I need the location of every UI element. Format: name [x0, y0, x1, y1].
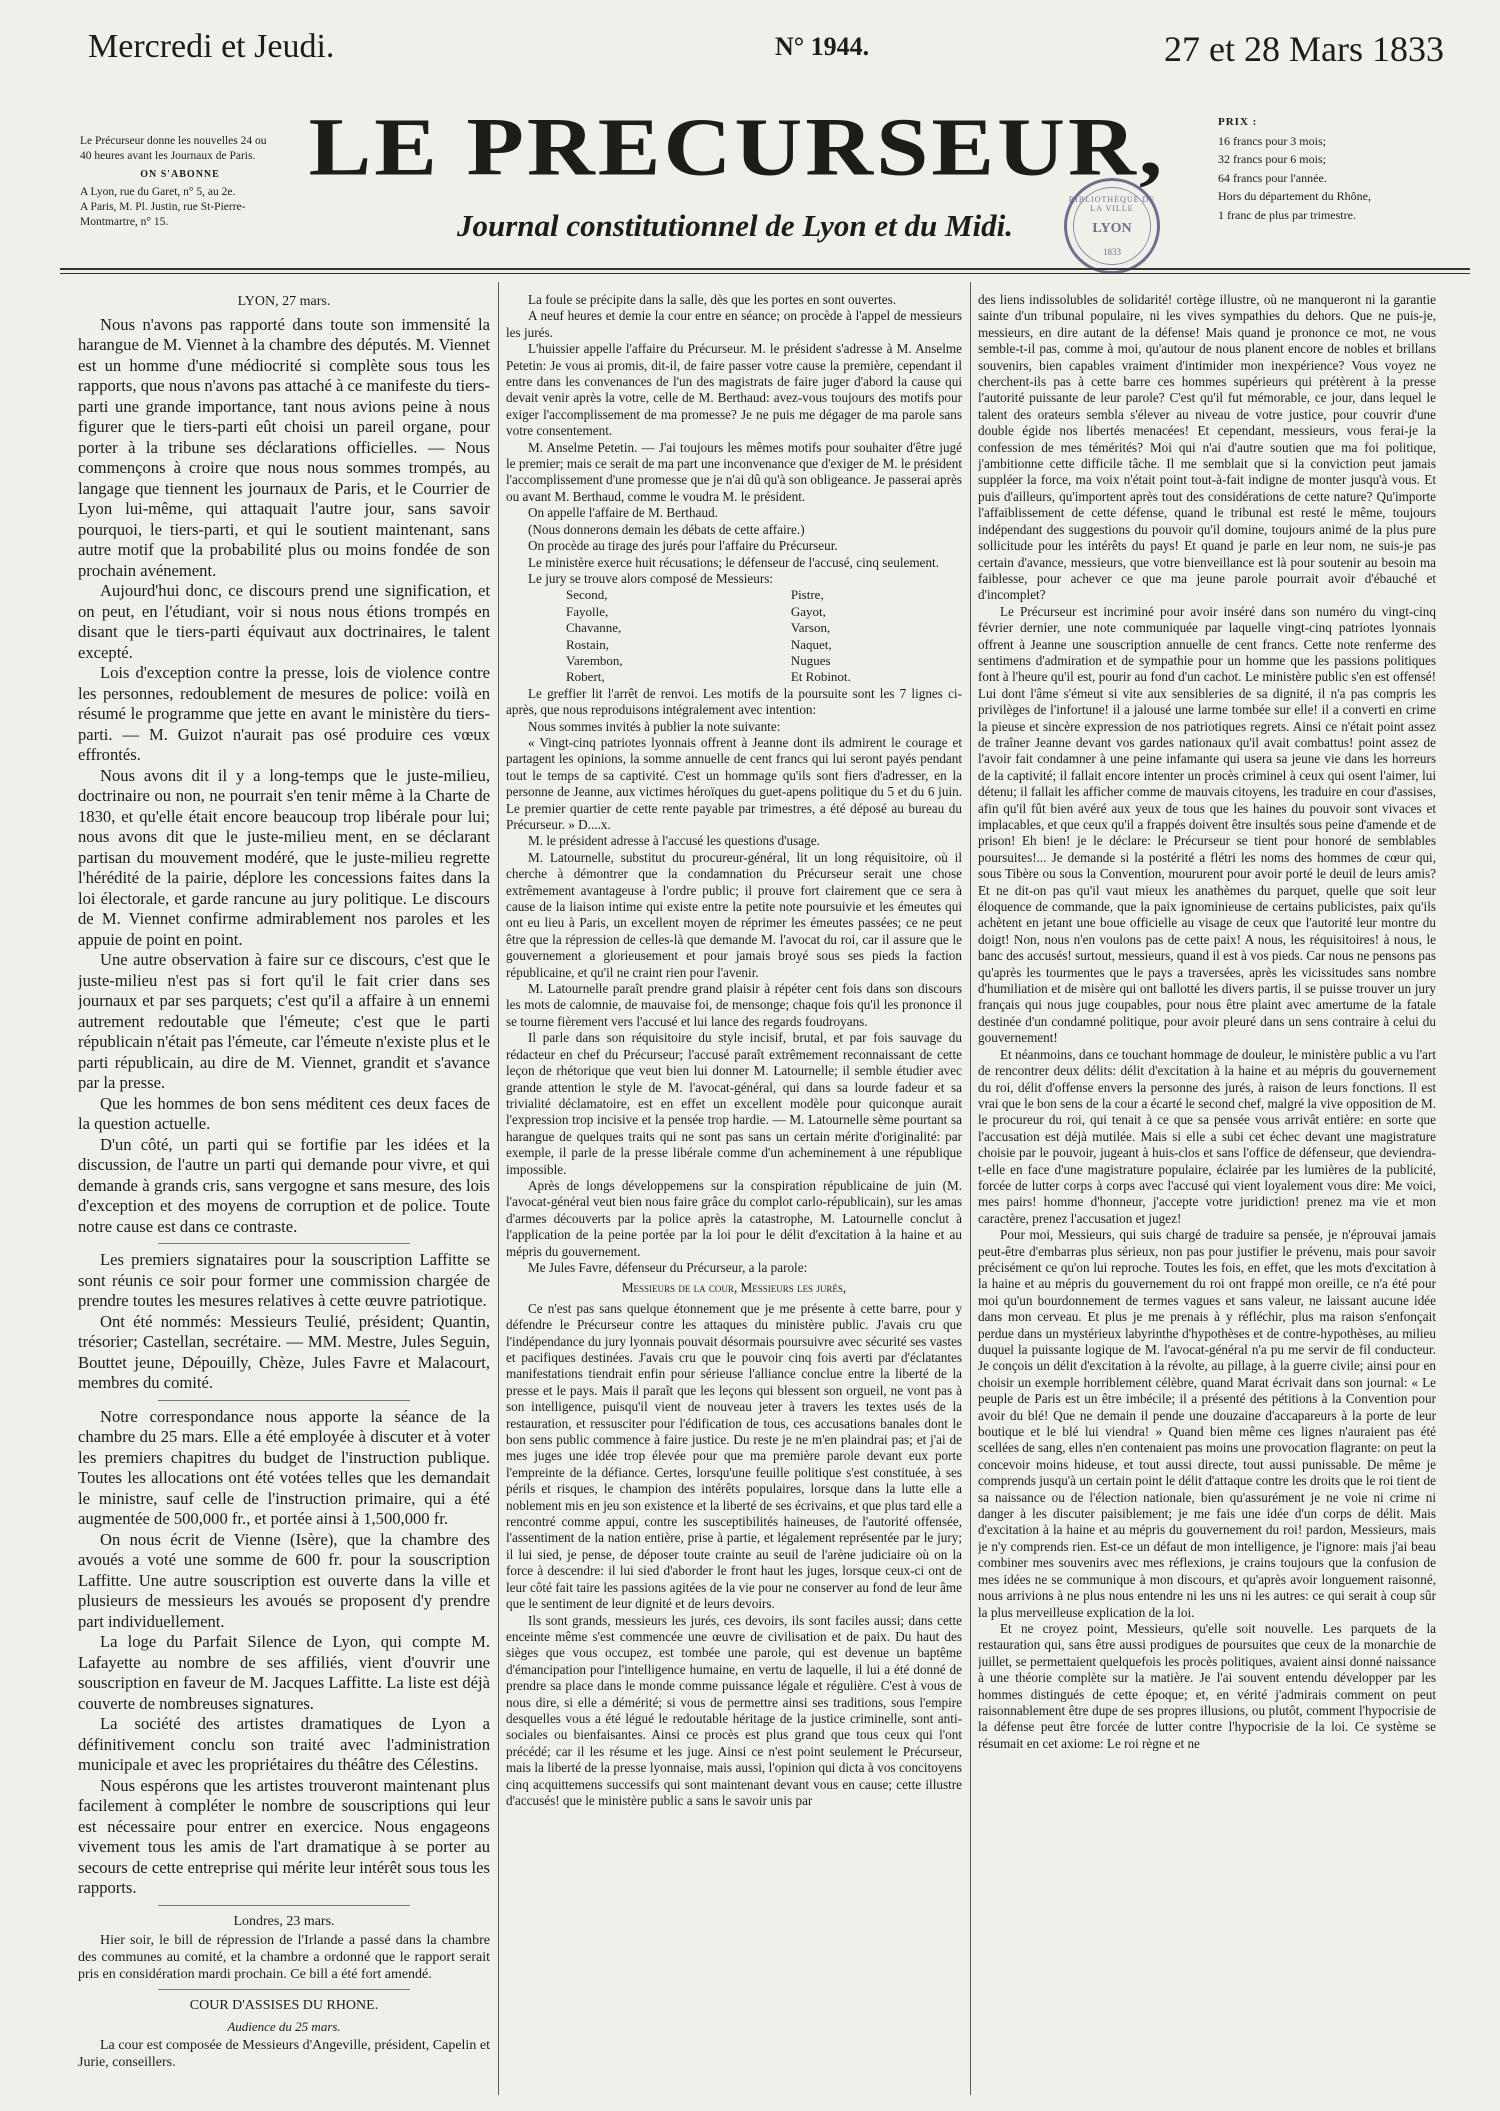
subscribe-paris: A Paris, M. Pl. Justin, rue St-Pierre-Montmartre, n° 15.	[80, 201, 246, 228]
paragraph: des liens indissolubles de solidarité! cortège illustre, où ne manqueront ni la garantie sainte d'un tribunal populaire, ni les vives sympathies du dehors. Que ne puis-je, messieurs, en dire autant de la défense! Mais quand je prononce ce mot, ne vous semble-t-il pas, comme à moi, qu'autour de nous planent encore de nobles et brillans souvenirs, bien capables vraiment d'intimider mon inexpérience? Vous voyez ne cherchent-ils pas à cette barre ces hommes supérieurs qui prétèrent à la presse l'autorité puissante de leur parole? C'est qu'il fut mémorable, ce jour, dans lequel le talent des orateurs sembla s'élever au niveau de votre justice, pour couvrir d'une double égide nos libertés menacées! Et cependant, messieurs, vous ferai-je la confession de mes témérités? Moi qui n'ai d'autre soutien que ma foi politique, j'ambitionne cette difficile tâche. Il me semblait que si la conviction peut jamais suppléer la force, ma voix n'était point tout-à-fait indigne de monter jusqu'à vous. Et puis d'ailleurs, qu'importent après tout des considérations de cette nature? Qu'importe l'affaiblissement de cette défense, quand le tribunal est resté le même, toujours indépendant des suggestions du pouvoir qu'il domine, toujours animé de la plus pure sollicitude pour les intérêts du pays! Et quand je parle en leur nom, ne suis-je pas certain d'avance, messieurs, que votre bienveillance est là pour soutenir au besoin ma faiblesse, pour achever ce que ma jeune parole pourrait avoir d'ébauché et d'incomplet?	[978, 292, 1436, 603]
masthead-rule-thin	[60, 273, 1470, 274]
subscribe-lyon: A Lyon, rue du Garet, n° 5, au 2e.	[80, 186, 236, 198]
paragraph: Nous avons dit il y a long-temps que le juste-milieu, doctrinaire ou non, ne pourrait s'en tenir même à la Charte de 1830, et qu'elle était encore beaucoup trop libérale pour lui; nous avons dit que le juste-milieu ment, en se déclarant partisan du mouvement modéré, que le juste-milieu regrette l'hérédité de la pairie, déplore les concessions faites dans la loi électorale, et garde rancune au jury politique. Le discours de M. Viennet confirme admirablement nos paroles et les appuie de point en point.	[78, 765, 490, 949]
paragraph: Et néanmoins, dans ce touchant hommage de douleur, le ministère public a vu l'art de rencontrer deux délits: délit d'excitation à la haine et au mépris du gouvernement du roi, délit d'offense envers la personne des jurés, à raison de leurs fonctions. Il est vrai que le bon sens de la cour a écarté le second chef, malgré la vive opposition de M. le procureur du roi, qui tenait à ce que sa pensée vous arrivât entière: en sorte que l'accusation est déjà mutilée. Mais si elle a subi cet échec devant une magistrature choisie par le pouvoir, jugeant à huis-clos et sans l'office de défenseur, que deviendra-t-elle en face d'une magistrature populaire, éclairée par les lumières de la publicité, forcée de lutter corps à corps avec l'accusé qui vient loyalement vous dire: Me voici, mes pairs! homme d'honneur, j'accepte votre juridiction! prenez ma vie et mon caractère, prenez l'accusation et jugez!	[978, 1046, 1436, 1226]
table-row: Chavanne, Varson,	[566, 620, 831, 636]
column-1	[78, 292, 490, 2091]
price-line: 1 franc de plus par trimestre.	[1218, 207, 1356, 222]
paragraph: On appelle l'affaire de M. Berthaud.	[528, 505, 718, 521]
price-line: Hors du département du Rhône,	[1218, 189, 1371, 203]
section-rule	[158, 1400, 410, 1401]
address-heading: Messieurs de la cour, Messieurs les jurés,	[621, 1280, 847, 1296]
paragraph: Ce n'est pas sans quelque étonnement que je me présente à cette barre, pour y défendre le Précurseur contre les attaques du ministère public. J'avais cru que l'indépendance du jury lyonnais pouvait désormais poursuivre avec sécurité ses vastes et pacifiques destinées. J'avais cru que le pouvoir cinq fois averti par d'éclatantes manifestations tiendrait enfin pour sérieuse l'alliance conclue entre la liberté de la presse et le pays. Mais il paraît que les leçons qui blessent son orgueil, ne vont pas à son intelligence, puisqu'il vient de nouveau jeter à travers les textes usés de la restauration, et ressusciter pour l'édification de tous, ces accusations banales dont le bon sens public commence à faire justice. Du reste je ne m'en plaindrai pas; et j'ai de mes juges une idée trop élevée pour que ma première parole devant eux porte l'empreinte de la défiance. Certes, lorsqu'une feuille politique s'est constituée, à ses périls et risques, le champion des intérêts populaires, lorsque dans la lutte elle a noblement mis en jeu son existence et la liberté de ses écrivains, et que plus tard elle a rencontré comme appui, contre les susceptibilités haineuses, de l'autorité offensée, l'assentiment de la nation entière, prise à partie, et légalement représentée par le jury; il lui sied, je pense, de déposer toute crainte au seuil de l'arène judiciaire où on la force à descendre: il lui sied d'aborder le front haut les juges, lorsque ceux-ci ont de leur côté fait taire les passions agitées de la vie pour ne conserver au fond de leur âme que le sentiment de leur dignité et de leurs devoirs.	[506, 1300, 962, 1612]
paragraph: Nous sommes invités à publier la note suivante:	[528, 718, 781, 734]
paragraph: La loge du Parfait Silence de Lyon, qui compte M. Lafayette au nombre de ses affiliés, vient d'ouvrir une souscription en faveur de M. Jacques Laffitte. La liste est déjà couverte de nombreuses signatures.	[78, 1632, 490, 1713]
subscription-info	[80, 134, 280, 230]
paragraph: Lois d'exception contre la presse, lois de violence contre les personnes, redoublement de mesures de police: voilà en résumé le programme que jette en avant le ministère du tiers-parti. — M. Guizot n'aurait pas osé produire ces vœux effrontés.	[78, 663, 490, 764]
paragraph: M. Latournelle paraît prendre grand plaisir à répéter cent fois dans son discours les mots de calomnie, de mauvaise foi, de mensonge; chaque fois qu'il les prononce il se tourne fièrement vers l'accusé et lui lance des regards foudroyans.	[506, 981, 962, 1029]
court-title: COUR D'ASSISES DU RHONE.	[189, 1998, 379, 2013]
issue-number: N° 1944.	[775, 32, 870, 61]
date-right: 27 et 28 Mars 1833	[1164, 29, 1444, 69]
paragraph: Une autre observation à faire sur ce discours, c'est que le juste-milieu n'est pas si fort qu'il le fait crier dans ses journaux et par ses parquets; c'est qu'il a affaire à un ennemi autrement redoutable que l'émeute; c'est que le parti républicain n'était pas l'émeute, car l'émeute n'existe plus et le parti républicain, au dire de M. Viennet, grandit et s'avance par la presse.	[78, 950, 490, 1092]
paragraph: Nous espérons que les artistes trouveront maintenant plus facilement à compléter le nombre de souscriptions qui leur est nécessaire pour entrer en exercice. Nous engageons vivement tous les amis de l'art dramatique à se porter au secours de cette entreprise qui mérite leur intérêt sous tous les rapports.	[78, 1775, 490, 1897]
court-subtitle: Audience du 25 mars.	[227, 2018, 341, 2034]
price-heading: PRIX :	[1218, 116, 1258, 128]
paragraph: La société des artistes dramatiques de Lyon a définitivement conclu son traité avec l'administration municipale et avec les propriétaires du théâtre des Célestins.	[78, 1714, 490, 1774]
table-row: Robert, Et Robinot.	[566, 669, 851, 685]
notice: Le Précurseur donne les nouvelles 24 ou 40 heures avant les Journaux de Paris.	[80, 135, 267, 162]
london-text: Hier soir, le bill de répression de l'Irlande a passé dans la chambre des communes au comité, et la chambre a ordonné que le rapport serait pris en considération mardi prochain. Ce bill a été fort amendé.	[78, 1933, 490, 1982]
court-text: La cour est composée de Messieurs d'Angeville, président, Capelin et Jurie, conseillers.	[78, 2038, 490, 2070]
paragraph: Le Précurseur est incriminé pour avoir inséré dans son numéro du vingt-cinq février dernier, une note communiquée par laquelle vingt-cinq patriotes lyonnais offrent à Jeanne une souscription annuelle de cent francs. Cette note renferme des sentimens d'admiration et de sympathie pour un homme que les passions politiques font à l'heure qu'il est, pourir au fond d'un cachot. Le ministère public s'en est offensé! Lui dont l'âme s'émeut si vite aux sensibleries de sa dignité, il n'a pas compris les privilèges de l'infortune! il a jalousé une larme tombée sur elle! il a converti en crime la pieuse et sincère expression de nos patriotiques regrets. Ainsi ce n'était point assez de traîner Jeanne devant vos gardes nationaux qu'il avait combattus! point assez de l'avoir fait condamner à une peine infamante qui usera sa jeune vie dans les horreurs de la captivité; il fallait encore intenter un procès criminel à ceux qui osent l'aimer, lui détenu; il fallait les afficher comme de mauvais citoyens, les traduire en cour d'assises, afin qu'il fût bien avéré aux yeux de tous que les haines du pouvoir sont vivaces et implacables, et que ceux qu'il a frappés doivent être insultés sous peine d'amende et de prison! Eh bien! je le déclare: le Précurseur se tient pour honoré de semblables poursuites!... Je demande si la postérité a flétri les noms des hommes de cœur qui, sous Tibère ou sous la Convention, moururent pour avoir porté le deuil de leurs amis? Et ne dit-on pas qu'il vaut mieux les anathèmes du parquet, quelle que soit leur éloquence de commande, que la paix ignominieuse de certains publicistes, paix qu'ils achètent en jetant une boue officielle au visage de ceux que l'autorité leur montre du doigt! Non, nous n'en voulons pas de cette paix! A nous, les réquisitoires! à nous, le banc des accusés! surtout, messieurs, quand il est à vos pieds. Car nous ne pensons pas qu'après les tourmentes que le pays a traversées, après les vicissitudes sans nombre d'humiliation et de misère qui ont ballotté les divers partis, il se puisse trouver un jury français qui nous juge coupables, pour nous être plaint avec amertume de la fatale destinée d'un condamné politique, pour avoir pleuré dans un sens contraire à celui du gouvernement!	[978, 603, 1436, 1046]
date-line	[80, 24, 1460, 74]
paragraph: A neuf heures et demie la cour entre en séance; on procède à l'appel de messieurs les jurés.	[506, 308, 962, 340]
paragraph: Le jury se trouve alors composé de Messieurs:	[528, 570, 774, 586]
paragraph: Ils sont grands, messieurs les jurés, ces devoirs, ils sont faciles aussi; dans cette enceinte même s'est commencée une œuvre de civilisation et de paix. Du haut des sièges que vous occupez, est tombée une parole, qui est devenue un baptême d'émancipation pour l'intelligence humaine, en vertu de laquelle, il lui a été donné de prendre sa place dans le monde comme puissance légale et régulière. C'est à vous de nous dire, si elle a démérité; si vous de permettre ainsi ses traditions, sous l'empire desquelles vous a été légué le redoutable héritage de la justice criminelle, sont anti-sociales ou bienfaisantes. Ainsi ce procès est plus grand que tous ceux qui l'ont précédé; car il les résume et les juge. Ainsi ce n'est point seulement le Précurseur, mais la liberté de la presse lyonnaise, mais aussi, l'opinion qui dicta à vos concitoyens cinq acquittemens successifs qui sont maintenant devant vous en cause; cette illustre d'accusés! que le ministère public a sans le savoir unis par	[506, 1612, 962, 1808]
table-row: Rostain, Naquet,	[566, 636, 832, 652]
price-line: 16 francs pour 3 mois;	[1218, 133, 1326, 148]
paragraph: M. Latournelle, substitut du procureur-général, lit un long réquisitoire, où il cherche à démontrer que la condamnation du Précurseur serait une chose extrêmement avantageuse à l'ordre public; il prouve fort clairement que ce sera à cause de la liaison intime qui existe entre la petite note poursuivie et les émeutes qui ont eu lieu à Paris, un excellent moyen de réprimer les émeutes passées; ce ne peut être que la répression de celles-là que demande M. l'avocat du roi, car il assure que le gouvernement a glorieusement et pour jamais broyé sous ses pieds la faction républicaine, et qu'il ne craint rien pour l'avenir.	[506, 849, 962, 980]
stamp-text-bottom: 1833	[1103, 247, 1121, 257]
paragraph: Nous n'avons pas rapporté dans toute son immensité la harangue de M. Viennet à la chambre des députés. M. Viennet est un homme d'une médiocrité si complète sous tous les rapports, que nous n'avons pas attaché à ce manifeste du tiers-parti une grande importance, tant nous avions peine à nous figurer que le tiers-parti eût choisi un pareil organe, pour porter à la tribune ses déclarations officielles. — Nous commençons à croire que nous nous sommes trompés, au langage que tiennent les journaux de Paris, et le Courrier de Lyon lui-même, qui attaquait l'autre jour, sans savoir pourquoi, le tiers-parti, et qui le soutient maintenant, sans autre motif que la probabilité plus ou moins fondée de son prochain avénement.	[78, 314, 490, 580]
paragraph: Me Jules Favre, défenseur du Précurseur, a la parole:	[528, 1259, 808, 1275]
table-row: Second, Pistre,	[566, 587, 824, 603]
library-stamp-icon	[1064, 178, 1160, 274]
column-3	[978, 292, 1436, 2091]
newspaper-subtitle: Journal constitutionnel de Lyon et du Midi.	[456, 208, 1014, 243]
paragraph: Que les hommes de bon sens méditent ces deux faces de la question actuelle.	[78, 1093, 490, 1133]
paragraph: M. le président adresse à l'accusé les questions d'usage.	[528, 833, 820, 849]
table-row: Varembon, Nugues	[566, 652, 831, 668]
price-box	[1218, 113, 1478, 224]
subscribe-heading: ON S'ABONNE	[140, 169, 220, 180]
paragraph: Les premiers signataires pour la souscription Laffitte se sont réunis ce soir pour former une commission chargée de prendre toutes les mesures relatives à cette œuvre patriotique.	[78, 1250, 490, 1310]
paragraph: Notre correspondance nous apporte la séance de la chambre du 25 mars. Elle a été employée à discuter et à voter les premiers chapitres du budget de l'instruction publique. Toutes les allocations ont été votées telles que les demandait le ministre, sauf celle de l'instruction primaire, qui a été augmentée de 500,000 fr., et portée ainsi à 1,500,000 fr.	[78, 1406, 490, 1528]
masthead-rule	[60, 268, 1470, 270]
newspaper-title: LE PRECURSEUR,	[308, 101, 1166, 193]
section-rule	[158, 1243, 410, 1244]
column-2	[506, 292, 962, 2091]
date-left: Mercredi et Jeudi.	[88, 28, 335, 65]
price-line: 64 francs pour l'année.	[1218, 170, 1327, 185]
paragraph: (Nous donnerons demain les débats de cette affaire.)	[528, 521, 805, 537]
price-line: 32 francs pour 6 mois;	[1218, 152, 1326, 166]
paragraph: Il parle dans son réquisitoire du style incisif, brutal, et par fois sauvage du rédacteur en chef du Précurseur; l'accusé paraît extrêmement reconnaissant de cette leçon de rhétorique que veut bien lui donner M. Latournelle; il semble étudier avec grande attention le style de M. l'avocat-général, qui dans sa lourde fadeur et sa trivialité déclamatoire, est en effet un excellent modèle pour quiconque aurait l'expression trop incisive et la pensée trop hardie. — M. Latournelle sème pourtant sa harangue de quelques traits qui ne sont pas sans un certain mérite d'originalité: par exemple, il parle de la presse libérale comme d'un acheminement à une république impossible.	[506, 1030, 962, 1177]
paragraph: « Vingt-cinq patriotes lyonnais offrent à Jeanne dont ils admirent le courage et partagent les opinions, la somme annuelle de cent francs qui lui seront payés pendant tout le temps de sa captivité. C'est un hommage qu'ils sont fiers d'adresser, en la personne de Jeanne, aux victimes héroïques du guet-apens politique du 5 et du 6 juin. Le premier quartier de cette rente payable par trimestres, a été déposé au bureau du Précurseur. » D....x.	[506, 734, 962, 832]
paragraph: Le greffier lit l'arrêt de renvoi. Les motifs de la poursuite sont les 7 lignes ci-après, que nous reproduisons intégralement avec intention:	[506, 685, 962, 718]
paragraph: L'huissier appelle l'affaire du Précurseur. M. le président s'adresse à M. Anselme Petetin: Je vous ai promis, dit-il, de faire passer votre cause la première, cependant il entre dans les convenances de l'un des magistrats de faire juger d'abord la cause qui devait venir après la votre, celle de M. Berthaud: avez-vous toujours des motifs pour exiger l'accomplissement de ma promesse? Je ne puis me dégager de ma parole sans votre consentement.	[506, 341, 962, 439]
section-rule	[158, 1989, 410, 1990]
column-divider	[970, 282, 971, 2095]
paragraph: Aujourd'hui donc, ce discours prend une signification, et on peut, en l'étudiant, voir si nous nous étions trompés en disant que le tiers-parti équivaut aux doctrinaires, le talent excepté.	[78, 581, 490, 662]
paragraph: M. Anselme Petetin. — J'ai toujours les mêmes motifs pour souhaiter d'être jugé le premier; mais ce serait de ma part une inconvenance que d'exiger de M. le président l'accomplissement d'une promesse que je n'ai dû qu'à son obligeance. Je passerai après ou avant M. Berthaud, comme le voudra M. le président.	[506, 439, 962, 504]
table-row: Fayolle, Gayot,	[566, 603, 826, 619]
paragraph: On procède au tirage des jurés pour l'affaire du Précurseur.	[528, 538, 838, 554]
london-dateline: Londres, 23 mars.	[233, 1913, 335, 1929]
paragraph: D'un côté, un parti qui se fortifie par les idées et la discussion, de l'autre un parti qui demande pour vivre, et qui demande à grands cris, sans vergogne et sans mesure, des lois d'exception et des moyens de corruption et de police. Toute notre cause est dans ce contraste.	[78, 1134, 490, 1236]
stamp-text-mid: LYON	[1092, 221, 1132, 236]
paragraph: Le ministère exerce huit récusations; le défenseur de l'accusé, cinq seulement.	[528, 554, 940, 570]
stamp-text-top: BIBLIOTHÈQUE DE LA VILLE	[1068, 195, 1156, 213]
paragraph: Pour moi, Messieurs, qui suis chargé de traduire sa pensée, je n'éprouvai jamais peut-être d'embarras plus sérieux, non pas pour justifier le prévenu, mais pour savoir précisément ce qu'on lui reproche. Toutes les fois, en effet, que les mots d'excitation à la haine et au mépris du gouvernement du roi ont frappé mon oreille, ce n'a été pour moi qu'un bourdonnement de termes vagues et sans valeur, ne laissant aucune idée dans mon cerveau. Et plus je me prenais à y réfléchir, plus ma raison s'enfonçait perdue dans un mystérieux labyrinthe d'hypothèses et de contre-hypothèses, au milieu duquel la puissante logique de M. l'avocat-général n'a pu me servir de fil conducteur. Je conçois un délit d'excitation à la révolte, au pillage, à la guerre civile; ainsi pour en choisir un exemple horriblement célèbre, quand Marat écrivait dans son journal: « Le peuple de Paris est un être imbécile; il a présenté des pétitions à la Convention pour avoir du blé! Que ne demain il pende une douzaine d'accapareurs à la porte de leur boutique et le blé lui viendra! » Quand bien même ces lignes n'auraient pas été scellées de sang, elles n'en contenaient pas moins une provocation flagrante: on peut la concevoir moins hideuse, et tout aussi directe, tout aussi punissable. De même je comprends jusqu'à un certain point le délit d'attaque contre les droits que le roi tient de sa naissance ou de l'élection nationale, bien qu'assurément je ne voie ni crime ni danger à les discuter paisiblement; je me fais une idée d'un corps de délit. Mais d'excitation à la haine et au mépris du gouvernement du roi! pardon, Messieurs, mais je n'y comprends rien. Est-ce un défaut de mon intelligence, je l'ignore: mais j'ai beau combiner mes souvenirs avec mes réflexions, je crains toujours que la confusion de mes idées ne se communique à mon discours, et qu'après avoir longuement raisonné, nous arrivions à ne plus nous entendre ni les uns ni les autres: ce qui serait à coup sûr la plus merveilleuse explication de la loi.	[978, 1227, 1436, 1620]
column-divider	[498, 282, 499, 2095]
paragraph: Ont été nommés: Messieurs Teulié, président; Quantin, trésorier; Castellan, secrétaire. — MM. Mestre, Jules Seguin, Bouttet jeune, Dépouilly, Chèze, Jules Favre et Malacourt, membres du comité.	[78, 1311, 490, 1392]
paragraph: Et ne croyez point, Messieurs, qu'elle soit nouvelle. Les parquets de la restauration qui, sans être aussi prodigues de poursuites que ceux de la monarchie de juillet, se permettaient quelquefois les procès politiques, avaient ainsi donné naissance à une théorie complète sur la matière. Je l'ai souvent entendu développer par les hommes distingués de cette époque; et, en vérité j'admirais comment on peut raisonnablement être dupe de ses propres illusions, ou plutôt, comment l'hypocrisie de la défense peut être forcée de lutter contre l'hypocrisie de la loi. Ce système se résumait en cet axiome: Le roi règne et ne	[978, 1620, 1436, 1751]
paragraph: Après de longs développemens sur la conspiration républicaine de juin (M. l'avocat-général veut bien nous faire grâce du complot carlo-républicain), sur les amas d'armes découverts par la police après la catastrophe, M. Latournelle conclut à l'application de la peine portée par la loi pour le délit d'excitation à la haine et au mépris du gouvernement.	[506, 1177, 962, 1259]
paragraph: On nous écrit de Vienne (Isère), que la chambre des avoués a voté une somme de 600 fr. pour la souscription Laffitte. Une autre souscription est ouverte dans la ville et plusieurs de messieurs les avoués se proposent d'y prendre part individuellement.	[78, 1529, 490, 1631]
dateline-lyon: LYON, 27 mars.	[237, 294, 331, 309]
paragraph: La foule se précipite dans la salle, dès que les portes en sont ouvertes.	[528, 292, 897, 307]
section-rule	[158, 1905, 410, 1906]
jury-list	[506, 587, 962, 685]
